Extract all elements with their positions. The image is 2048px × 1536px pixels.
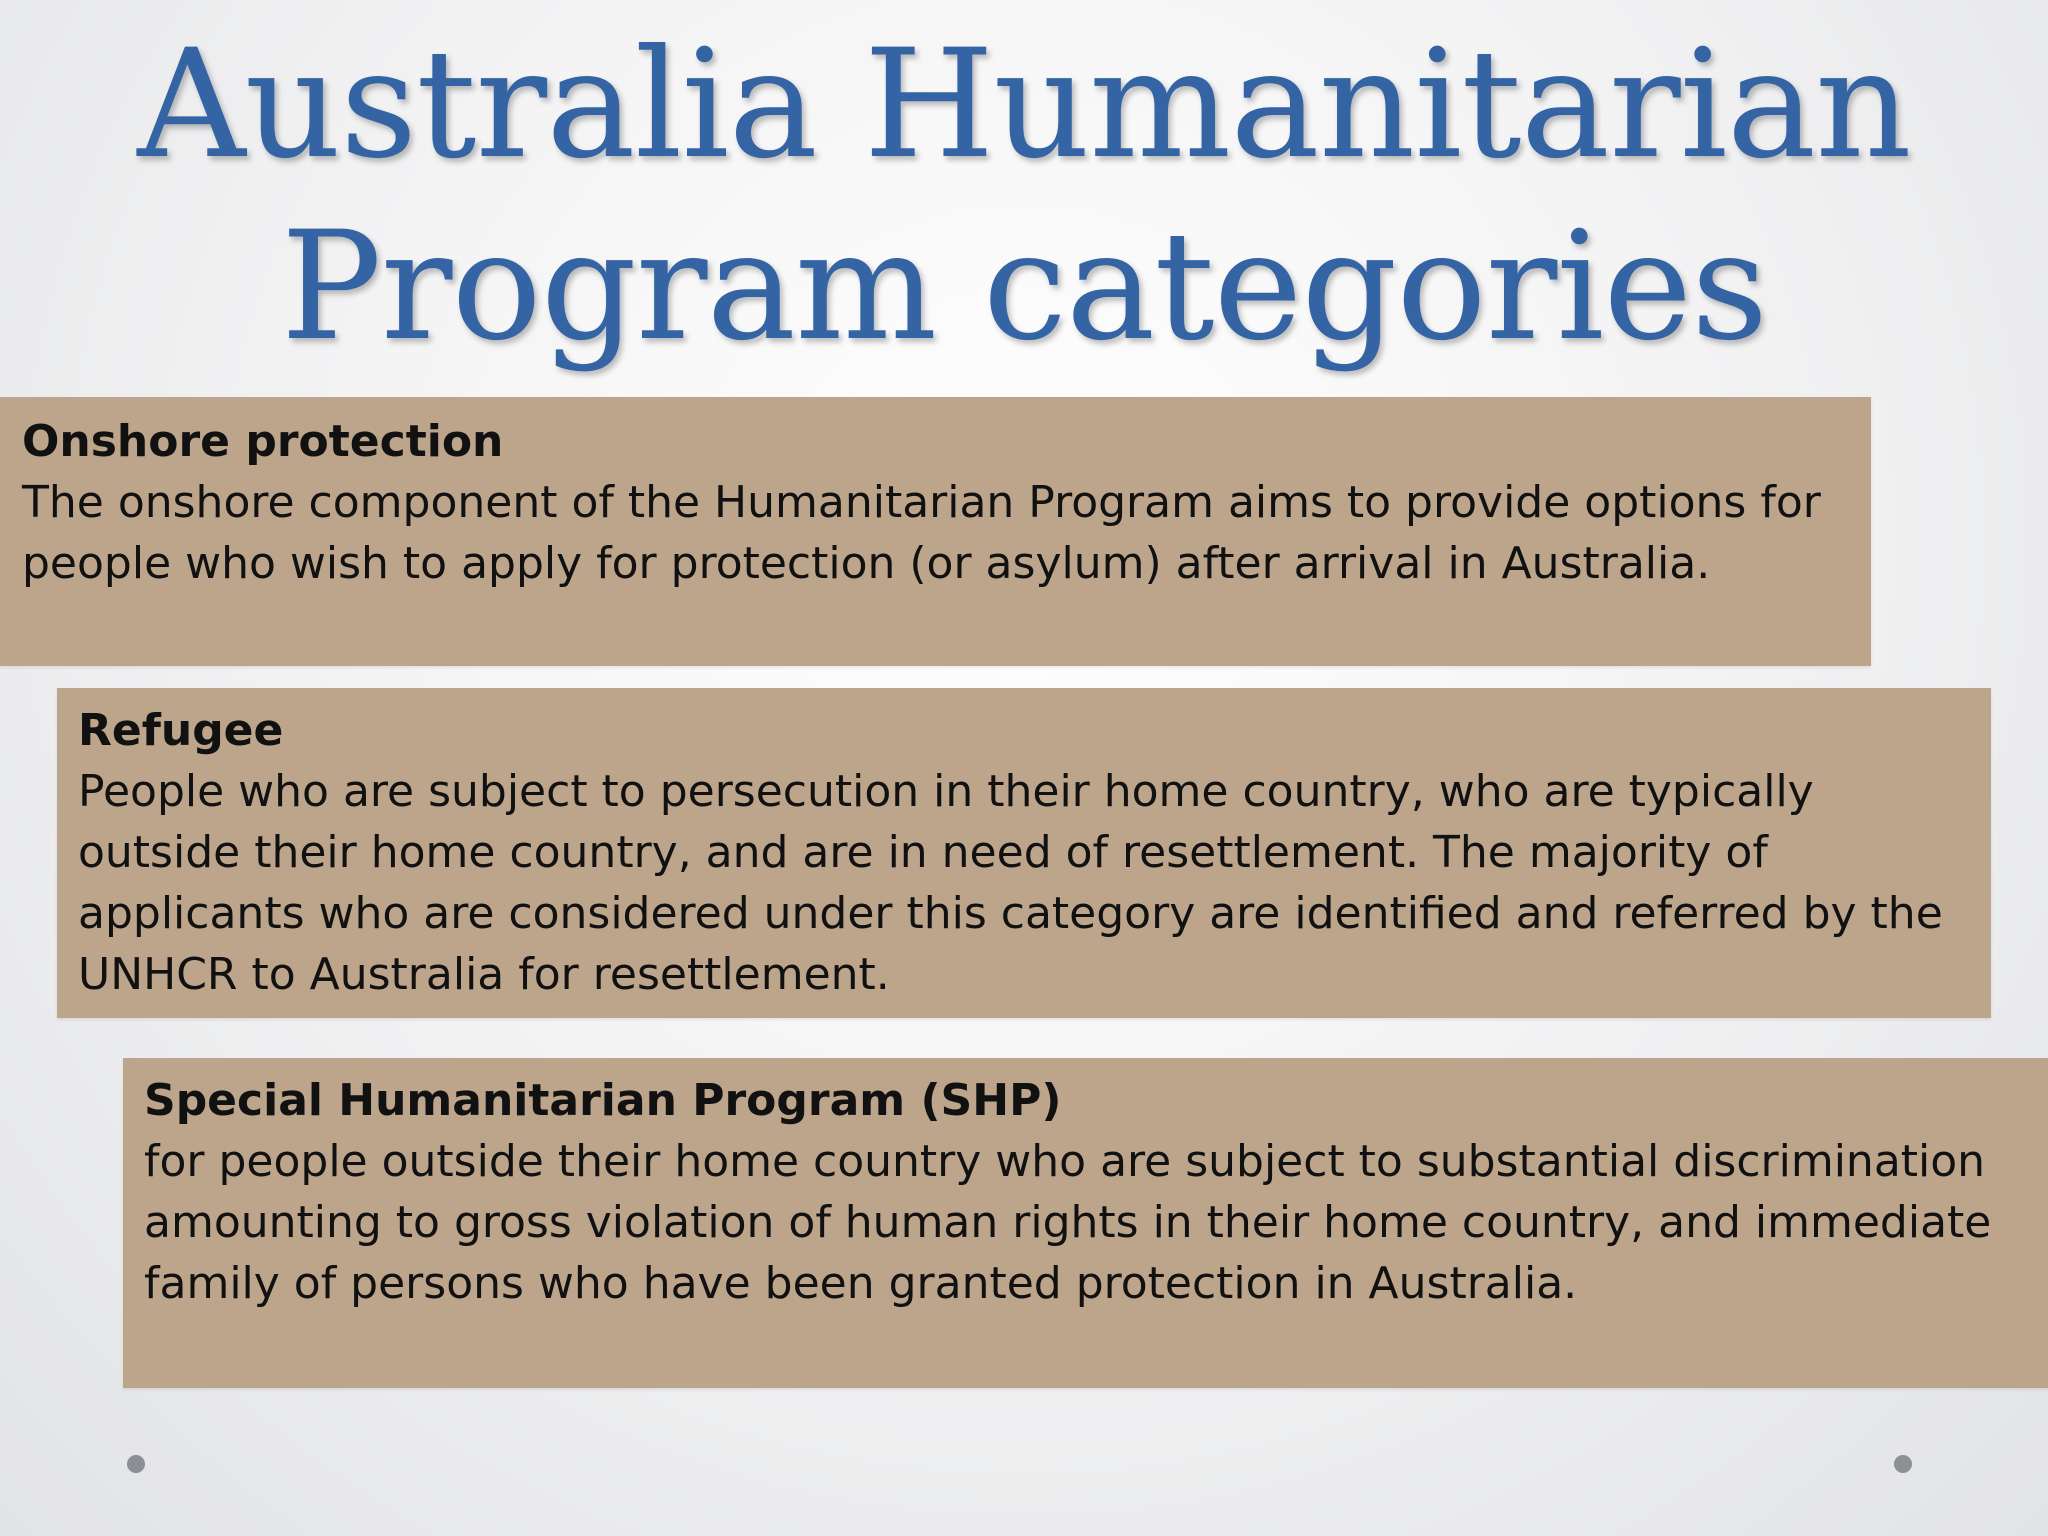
special-humanitarian-program-heading: Special Humanitarian Program (SHP) [144, 1075, 1062, 1126]
slide-title-line-1: Australia Humanitarian [137, 18, 1911, 192]
special-humanitarian-program-body: for people outside their home country who are subject to substantial discrimination amounting to gross violation of human rights in their home country, and immediate family of persons who have been granted protection in Australia. [144, 1136, 1992, 1309]
onshore-protection-box [0, 397, 1871, 666]
decorative-dot-left [127, 1455, 145, 1473]
decorative-dot-right [1894, 1455, 1912, 1473]
onshore-protection-body: The onshore component of the Humanitarian Program aims to provide options for people who wish to apply for protection (or asylum) after arrival in Australia. [22, 477, 1821, 589]
onshore-protection-heading: Onshore protection [22, 416, 504, 467]
refugee-body: People who are subject to persecution in their home country, who are typically outside their home country, and are in need of resettlement. The majority of applicants who are considered under this category are identified and referred by the UNHCR to Australia for resettlement. [78, 766, 1943, 1000]
refugee-heading: Refugee [78, 705, 284, 756]
special-humanitarian-program-box [123, 1058, 2048, 1388]
refugee-box [57, 688, 1991, 1018]
slide-title [0, 14, 2048, 378]
slide-title-line-2: Program categories [280, 200, 1768, 374]
